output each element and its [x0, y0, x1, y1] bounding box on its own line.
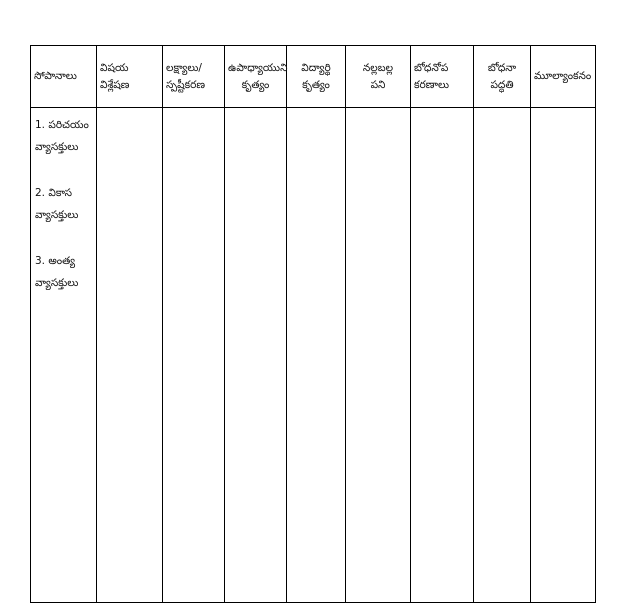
stage-development: 2. వికాస వ్యాసక్తులు: [35, 187, 79, 221]
column-header-subject-analysis: విషయ విశ్లేషణ: [97, 46, 163, 108]
stages-cell: [31, 108, 97, 603]
column-header-blackboard-work: నల్లబల్ల పని: [346, 46, 411, 108]
teaching-aids-cell: [411, 108, 474, 603]
subject-analysis-cell: [97, 108, 163, 603]
stage-conclusion: 3. అంత్య వ్యాసక్తులు: [35, 255, 79, 289]
column-header-teaching-method: బోధనా పద్ధతి: [474, 46, 531, 108]
student-activity-cell: [287, 108, 346, 603]
body-row: [31, 108, 596, 603]
lesson-plan-table: [30, 45, 596, 603]
stage-list: [31, 108, 96, 318]
column-header-teaching-aids: బోధనోప కరణాలు: [411, 46, 474, 108]
teacher-activity-cell: [225, 108, 287, 603]
column-header-stages: సోపానాలు: [31, 46, 97, 108]
header-row: [31, 46, 596, 108]
column-header-evaluation: మూల్యాంకనం: [531, 46, 596, 108]
column-header-student-activity: విద్యార్థి కృత్యం: [287, 46, 346, 108]
blackboard-work-cell: [346, 108, 411, 603]
column-header-teacher-activity: ఉపాధ్యాయుని కృత్యం: [225, 46, 287, 108]
evaluation-cell: [531, 108, 596, 603]
teaching-method-cell: [474, 108, 531, 603]
objectives-cell: [163, 108, 225, 603]
stage-introduction: 1. పరిచయం వ్యాసక్తులు: [35, 119, 89, 153]
column-header-objectives: లక్ష్యాలు/ స్పష్టీకరణ: [163, 46, 225, 108]
